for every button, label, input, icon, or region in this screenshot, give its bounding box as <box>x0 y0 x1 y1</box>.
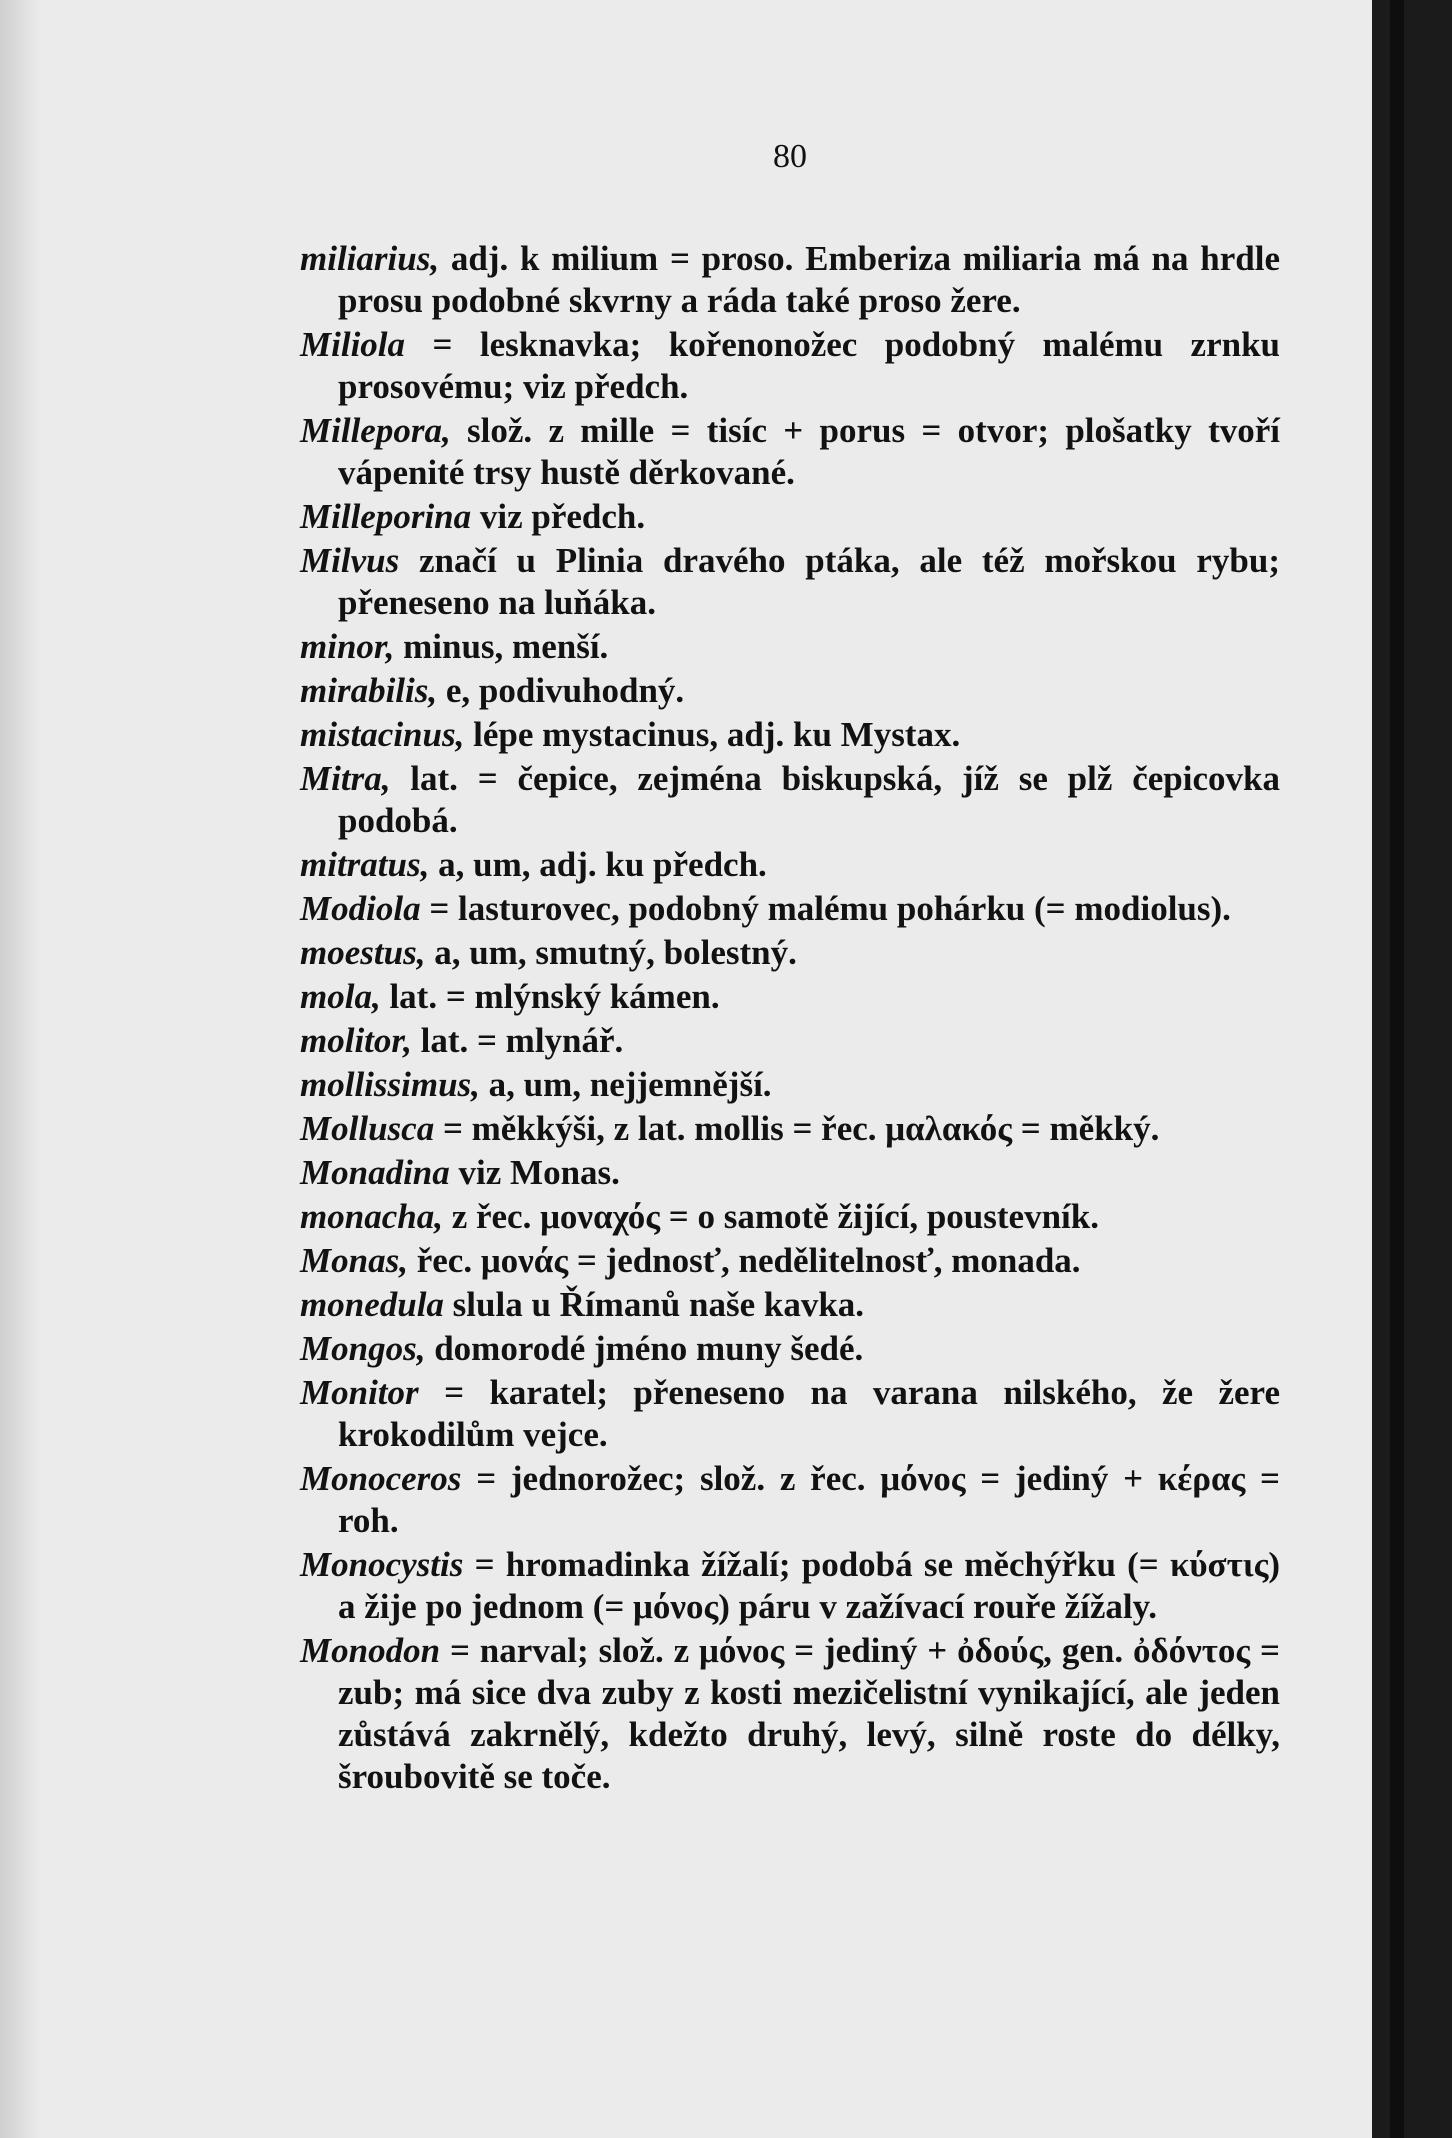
glossary-entry <box>300 1630 1280 1798</box>
headword: Monadina <box>300 1153 450 1192</box>
definition: slula u Římanů naše kavka. <box>452 1285 865 1324</box>
headword: Milvus <box>300 541 400 580</box>
glossary-entry <box>300 1458 1280 1542</box>
page-number: 80 <box>773 138 807 175</box>
definition: řec. μονάς = jednosť, nedělitelnosť, monada. <box>416 1241 1081 1280</box>
headword: Modiola <box>300 889 421 928</box>
headword: Mongos, <box>300 1329 426 1368</box>
definition: a, um, smutný, bolestný. <box>434 933 797 972</box>
glossary-entry <box>300 932 1280 974</box>
headword: Milleporina <box>300 497 472 536</box>
definition: e, podivuhodný. <box>445 671 685 710</box>
headword: molitor, <box>300 1021 412 1060</box>
definition: lat. = mlynář. <box>420 1021 624 1060</box>
glossary-entry <box>300 1328 1280 1370</box>
headword: Millepora, <box>300 411 451 450</box>
headword: mistacinus, <box>300 715 465 754</box>
definition: lépe mystacinus, adj. ku Mystax. <box>473 715 961 754</box>
definition: viz předch. <box>479 497 646 536</box>
definition: = hromadinka žížalí; podobá se měchýřku (= κύστις) a žije po jednom (= μόνος) páru v zažívací rouře žížaly. <box>338 1545 1280 1626</box>
glossary-entry <box>300 1064 1280 1106</box>
definition: a, um, adj. ku předch. <box>438 845 767 884</box>
glossary-entry <box>300 670 1280 712</box>
headword: mola, <box>300 977 381 1016</box>
definition: = karatel; přeneseno na varana nilského, že žere krokodilům vejce. <box>338 1373 1280 1454</box>
headword: Miliola <box>300 325 406 364</box>
definition: z řec. μοναχός = o samotě žijící, poustevník. <box>451 1197 1099 1236</box>
definition: domorodé jméno muny šedé. <box>434 1329 864 1368</box>
book-spine-edge <box>1372 0 1452 2138</box>
headword: Mollusca <box>300 1109 435 1148</box>
glossary-entry <box>300 1196 1280 1238</box>
glossary-entry <box>300 626 1280 668</box>
headword: moestus, <box>300 933 426 972</box>
headword: Monitor <box>300 1373 419 1412</box>
definition: adj. k milium = proso. Emberiza miliaria má na hrdle prosu podobné skvrny a ráda také proso žere. <box>338 239 1280 320</box>
headword: miliarius, <box>300 239 440 278</box>
headword: mirabilis, <box>300 671 438 710</box>
glossary-entry <box>300 1544 1280 1628</box>
definition: = jednorožec; slož. z řec. μόνος = jediný + κέρας = roh. <box>338 1459 1280 1540</box>
definition: lat. = čepice, zejména biskupská, jíž se plž čepicovka podobá. <box>338 759 1280 840</box>
glossary-entry <box>300 1152 1280 1194</box>
glossary-entry <box>300 324 1280 408</box>
definition: = lasturovec, podobný malému pohárku (= modiolus). <box>429 889 1231 928</box>
definition: viz Monas. <box>458 1153 620 1192</box>
headword: monedula <box>300 1285 444 1324</box>
definition: = měkkýši, z lat. mollis = řec. μαλακός = měkký. <box>442 1109 1160 1148</box>
definition: minus, menší. <box>403 627 609 666</box>
glossary-entry <box>300 540 1280 624</box>
headword: mitratus, <box>300 845 430 884</box>
headword: Monocystis <box>300 1545 464 1584</box>
definition: = narval; slož. z μόνος = jediný + ὀδούς, gen. ὀδόντος = zub; má sice dva zuby z kosti mezičelistní vynikající, ale jeden zůstává zakrnělý, kdežto druhý, levý, silně roste do délky, šroubovitě se toče. <box>338 1631 1281 1796</box>
glossary-entry <box>300 1372 1280 1456</box>
glossary-entries <box>300 238 1280 1800</box>
glossary-entry <box>300 238 1280 322</box>
page-gutter-shadow <box>0 0 40 2138</box>
headword: Monas, <box>300 1241 408 1280</box>
glossary-entry <box>300 844 1280 886</box>
definition: a, um, nejjemnější. <box>488 1065 772 1104</box>
glossary-entry <box>300 888 1280 930</box>
definition: slož. z mille = tisíc + porus = otvor; plošatky tvoří vápenité trsy hustě děrkované. <box>338 411 1280 492</box>
glossary-entry <box>300 976 1280 1018</box>
definition: značí u Plinia dravého ptáka, ale též mořskou rybu; přeneseno na luňáka. <box>338 541 1280 622</box>
glossary-entry <box>300 1240 1280 1282</box>
glossary-entry <box>300 758 1280 842</box>
glossary-entry <box>300 1108 1280 1150</box>
glossary-entry <box>300 1020 1280 1062</box>
glossary-entry <box>300 1284 1280 1326</box>
definition: = lesknavka; kořenonožec podobný malému zrnku prosovému; viz předch. <box>338 325 1281 406</box>
definition: lat. = mlýnský kámen. <box>389 977 720 1016</box>
headword: Monodon <box>300 1631 441 1670</box>
glossary-entry <box>300 410 1280 494</box>
headword: Monoceros <box>300 1459 462 1498</box>
glossary-entry <box>300 496 1280 538</box>
headword: minor, <box>300 627 395 666</box>
headword: monacha, <box>300 1197 443 1236</box>
headword: mollissimus, <box>300 1065 480 1104</box>
glossary-entry <box>300 714 1280 756</box>
headword: Mitra, <box>300 759 391 798</box>
